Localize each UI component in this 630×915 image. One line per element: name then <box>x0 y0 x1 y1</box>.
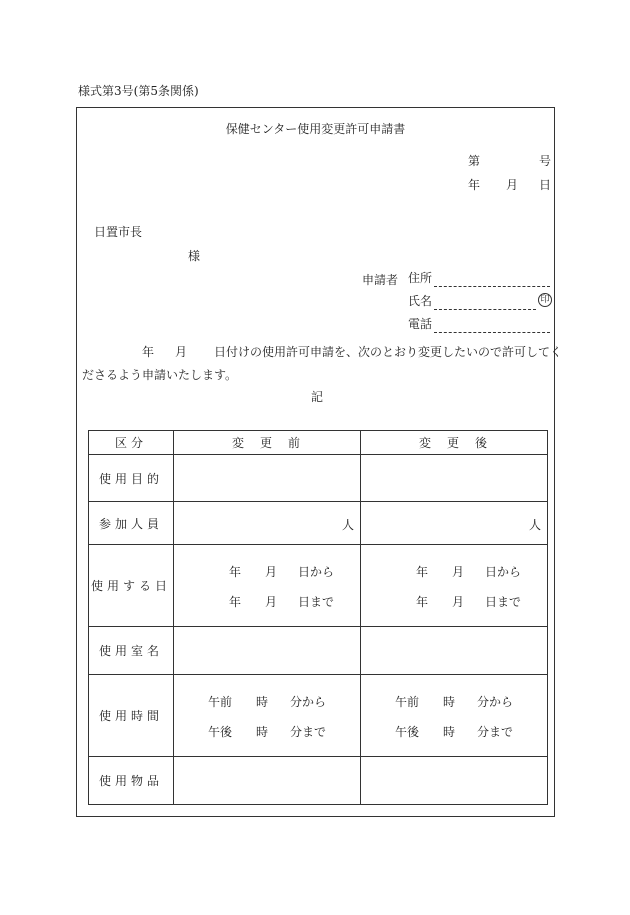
date-from: 日から <box>298 565 335 579</box>
phone-label: 電話 <box>408 317 433 331</box>
body-month: 月 <box>175 345 188 359</box>
phone-field[interactable] <box>408 317 550 333</box>
time-hour: 時 <box>443 695 456 709</box>
number-suffix: 号 <box>539 154 552 168</box>
time-before-cell[interactable] <box>174 675 361 757</box>
table-header-row <box>89 431 548 455</box>
name-field[interactable] <box>408 294 550 310</box>
applicant-label: 申請者 <box>362 273 399 287</box>
person-unit: 人 <box>528 518 541 532</box>
number-prefix: 第 <box>468 154 481 168</box>
person-unit: 人 <box>341 518 354 532</box>
row-room-label: 使用室名 <box>89 627 174 675</box>
row-items-label: 使用物品 <box>89 757 174 805</box>
address-field[interactable] <box>408 271 550 287</box>
row-purpose-label: 使用目的 <box>89 455 174 502</box>
table-row <box>89 545 548 627</box>
date-until: 日まで <box>298 595 335 609</box>
table-row <box>89 455 548 502</box>
phone-line <box>434 332 550 333</box>
header-after: 変 更 後 <box>361 431 548 455</box>
items-after-cell[interactable] <box>361 757 548 805</box>
purpose-before-cell[interactable] <box>174 455 361 502</box>
header-before: 変 更 前 <box>174 431 361 455</box>
time-am: 午前 <box>208 695 233 709</box>
table-row <box>89 502 548 545</box>
time-hour: 時 <box>443 725 456 739</box>
time-am: 午前 <box>395 695 420 709</box>
table-row <box>89 627 548 675</box>
items-before-cell[interactable] <box>174 757 361 805</box>
time-hour: 時 <box>256 695 269 709</box>
change-table <box>88 430 548 805</box>
date-day: 日 <box>539 178 552 192</box>
time-until: 分まで <box>477 725 514 739</box>
body-text: 日付けの使用許可申請を、次のとおり変更したいので許可してく <box>214 345 563 359</box>
name-label: 氏名 <box>408 294 433 308</box>
time-pm: 午後 <box>208 725 233 739</box>
addressee: 日置市長 <box>94 225 143 239</box>
time-after-cell[interactable] <box>361 675 548 757</box>
room-after-cell[interactable] <box>361 627 548 675</box>
body-line-2: ださるよう申請いたします。 <box>82 368 238 382</box>
name-line <box>434 309 536 310</box>
date-from: 日から <box>485 565 522 579</box>
seal-mark: 印 <box>538 293 552 307</box>
room-before-cell[interactable] <box>174 627 361 675</box>
date-month: 月 <box>452 565 465 579</box>
time-from: 分から <box>290 695 327 709</box>
participants-before-cell[interactable] <box>174 502 361 545</box>
address-line <box>434 286 550 287</box>
date-before-cell[interactable] <box>174 545 361 627</box>
time-from: 分から <box>477 695 514 709</box>
purpose-after-cell[interactable] <box>361 455 548 502</box>
date-year: 年 <box>416 565 429 579</box>
time-pm: 午後 <box>395 725 420 739</box>
date-until: 日まで <box>485 595 522 609</box>
address-label: 住所 <box>408 271 433 285</box>
time-until: 分まで <box>290 725 327 739</box>
header-category: 区分 <box>89 431 174 455</box>
date-month: 月 <box>265 565 278 579</box>
date-month: 月 <box>506 178 519 192</box>
form-title: 保健センター使用変更許可申請書 <box>225 122 406 136</box>
date-year: 年 <box>229 565 242 579</box>
ki-heading: 記 <box>311 390 324 404</box>
row-date-label: 使用する日 <box>89 545 174 627</box>
row-time-label: 使用時間 <box>89 675 174 757</box>
table-row <box>89 757 548 805</box>
honorific: 様 <box>188 249 201 263</box>
date-year: 年 <box>468 178 481 192</box>
date-year: 年 <box>229 595 242 609</box>
date-month: 月 <box>452 595 465 609</box>
date-month: 月 <box>265 595 278 609</box>
body-year: 年 <box>142 345 155 359</box>
date-year: 年 <box>416 595 429 609</box>
time-hour: 時 <box>256 725 269 739</box>
table-row <box>89 675 548 757</box>
participants-after-cell[interactable] <box>361 502 548 545</box>
date-after-cell[interactable] <box>361 545 548 627</box>
form-number-label: 様式第3号(第5条関係) <box>78 84 199 98</box>
row-participants-label: 参加人員 <box>89 502 174 545</box>
